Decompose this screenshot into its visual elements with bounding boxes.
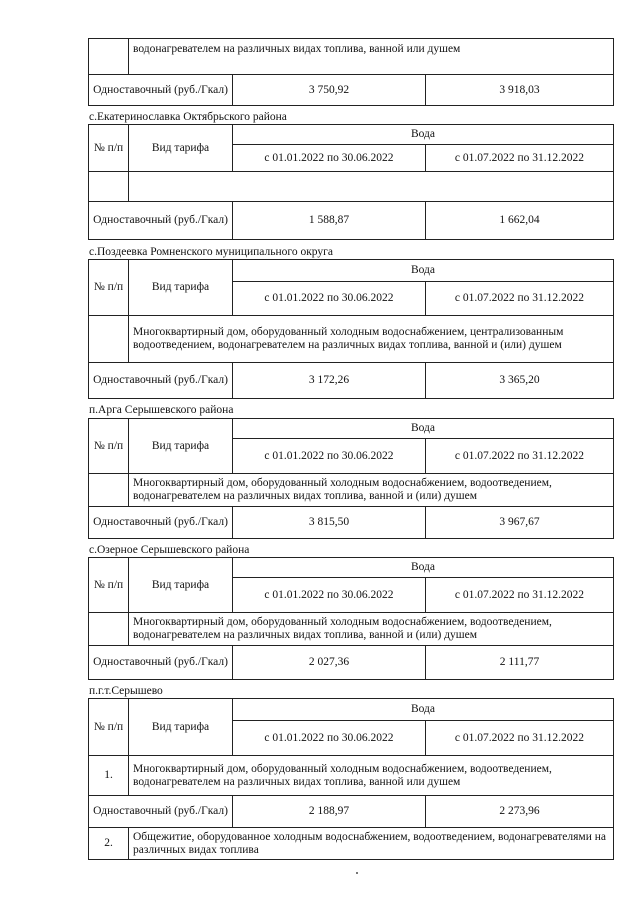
tariff-table [88,259,614,399]
rate-label: Одноставочный (руб./Гкал) [89,75,233,106]
period-2-header: с 01.07.2022 по 31.12.2022 [426,439,614,474]
rate-label: Одноставочный (руб./Гкал) [89,202,233,240]
period-2-header: с 01.07.2022 по 31.12.2022 [426,721,614,756]
description-cell: Общежитие, оборудованное холодным водоснабжением, водоотведением, водонагревателями на различных видах топлива [129,828,614,860]
rate-label: Одноставочный (руб./Гкал) [89,507,233,539]
tariff-type-header: Вид тарифа [129,419,233,474]
tariff-type-header: Вид тарифа [129,125,233,172]
row-number: 1. [89,756,129,796]
tariff-type-header: Вид тарифа [129,558,233,613]
locality-title: п.Арга Серышевского района [89,404,234,416]
tariff-value-h1: 2 188,97 [233,796,426,828]
tariff-value-h1: 3 750,92 [233,75,426,106]
row-number: 2. [89,828,129,860]
tariff-table [88,124,614,240]
rate-label: Одноставочный (руб./Гкал) [89,363,233,399]
tariff-value-h1: 3 815,50 [233,507,426,539]
tariff-table-continued [88,38,614,106]
tariff-value-h1: 3 172,26 [233,363,426,399]
tariff-table [88,698,614,860]
period-1-header: с 01.01.2022 по 30.06.2022 [233,439,426,474]
row-number-header: № п/п [89,419,129,474]
description-cell [129,172,614,202]
tariff-value-h1: 2 027,36 [233,646,426,680]
locality-title: п.г.т.Серышево [89,685,163,697]
locality-title: с.Екатеринославка Октябрьского района [89,111,287,123]
tariff-type-header: Вид тарифа [129,699,233,756]
period-1-header: с 01.01.2022 по 30.06.2022 [233,145,426,172]
water-header: Вода [233,125,614,145]
row-number-header: № п/п [89,260,129,316]
tariff-type-header: Вид тарифа [129,260,233,316]
tariff-value-h2: 3 967,67 [426,507,614,539]
description-cell: водонагревателем на различных видах топлива, ванной или душем [129,39,614,75]
description-cell: Многоквартирный дом, оборудованный холодным водоснабжением, водоотведением, водонагревателем на различных видах топлива, ванной и (или) душем [129,613,614,646]
description-cell: Многоквартирный дом, оборудованный холодным водоснабжением, водоотведением, водонагревателем на различных видах топлива, ванной и (или) душем [129,474,614,507]
rate-label: Одноставочный (руб./Гкал) [89,796,233,828]
period-2-header: с 01.07.2022 по 31.12.2022 [426,145,614,172]
row-number-header: № п/п [89,125,129,172]
tariff-value-h2: 3 365,20 [426,363,614,399]
water-header: Вода [233,699,614,721]
tariff-value-h2: 3 918,03 [426,75,614,106]
description-cell: Многоквартирный дом, оборудованный холодным водоснабжением, централизованным водоотведением, водонагревателем на различных видах топлива, ванной и (или) душем [129,316,614,363]
row-number-header: № п/п [89,558,129,613]
period-1-header: с 01.01.2022 по 30.06.2022 [233,282,426,316]
water-header: Вода [233,419,614,439]
water-header: Вода [233,558,614,578]
description-cell: Многоквартирный дом, оборудованный холодным водоснабжением, водоотведением, водонагревателем на различных видах топлива, ванной или душем [129,756,614,796]
period-2-header: с 01.07.2022 по 31.12.2022 [426,578,614,613]
tariff-value-h2: 2 273,96 [426,796,614,828]
period-1-header: с 01.01.2022 по 30.06.2022 [233,721,426,756]
tariff-value-h1: 1 588,87 [233,202,426,240]
water-header: Вода [233,260,614,282]
tariff-value-h2: 1 662,04 [426,202,614,240]
tariff-value-h2: 2 111,77 [426,646,614,680]
locality-title: с.Озерное Серышевского района [89,544,250,556]
locality-title: с.Поздеевка Ромненского муниципального округа [89,246,333,258]
scan-speck [356,872,358,874]
period-2-header: с 01.07.2022 по 31.12.2022 [426,282,614,316]
row-number-header: № п/п [89,699,129,756]
rate-label: Одноставочный (руб./Гкал) [89,646,233,680]
period-1-header: с 01.01.2022 по 30.06.2022 [233,578,426,613]
tariff-table [88,557,614,680]
tariff-table [88,418,614,539]
